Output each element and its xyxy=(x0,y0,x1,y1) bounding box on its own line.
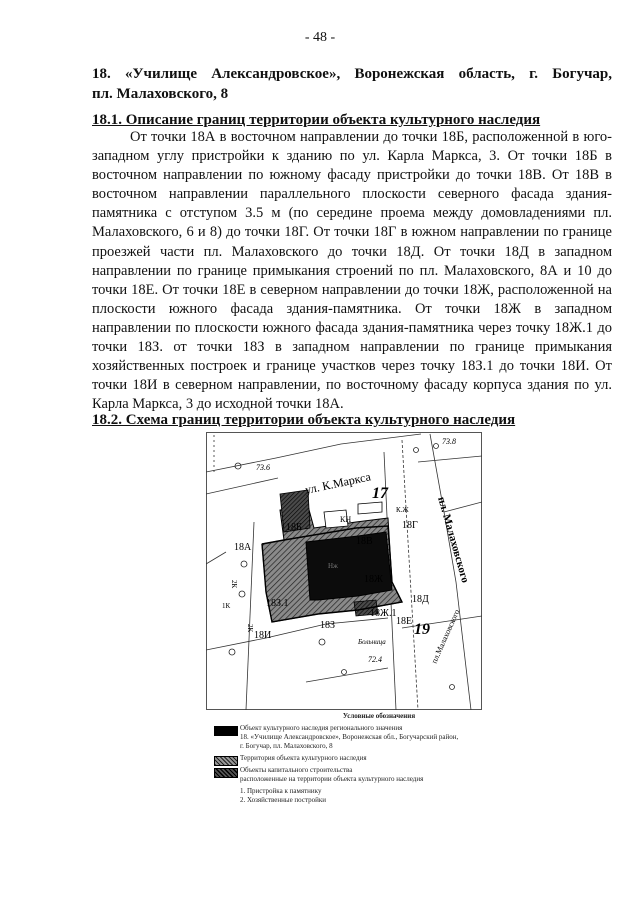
street-malakhovskogo-lower-label: пл.Малаховского xyxy=(429,608,462,665)
section-heading-line1: 18. «Училище Александровское», Воронежская область, г. Богучар, xyxy=(92,66,612,82)
point-18zh1: 18Ж.1 xyxy=(370,608,397,619)
heritage-object xyxy=(306,532,392,600)
street-k-marksa-label: ул. К.Маркса xyxy=(303,469,372,497)
legend-note2: 2. Хозяйственные постройки xyxy=(240,796,326,804)
page-number: - 48 - xyxy=(304,30,336,45)
legend-item-capital xyxy=(214,766,504,784)
point-18zh: 18Ж xyxy=(364,574,383,585)
description-text: От точки 18А в восточном направлении до точки 18Б, расположенной в юго-западном углу пристройки к зданию по ул. Карла Маркса, 3. От точки 18Б в восточном направлении по южному фасаду пристройки до точки 18В. От 18В в восточном направлении параллельного плоскости северного фасада здания-памятника с отступом 3.5 м (по середине проема между домовладениями пл. Малаховского, 6 и 8) до точки 18Г. От точки 18Г в южном направлении по границе проезжей части пл. Малаховского до точки 18Д. От точки 18Д в западном направлении по границе примыкания строений по пл. Малаховского, 8А и 10 до точки 18Е. От точки 18Е в северном направлении до точки 18Ж, расположенной на плоскости южного фасада здания-памятника. От точки 18Ж в западном направлении по плоскости южного фасада здания-памятника через точку 18Ж.1 до точки 18З. от точки 18З в западном направлении по границе примыкания хозяйственных построек и границе участков через точку 18З.1 до точки 18И. От точки 18И в северном направлении, по восточному фасаду корпуса здания по ул. Карла Маркса, 3 до исходной точки 18А. xyxy=(92,129,612,413)
label-2k-lower: 2К xyxy=(246,624,254,633)
map-legend xyxy=(214,712,504,805)
label-2k: 2К xyxy=(230,580,238,589)
point-18e: 18Е xyxy=(396,616,413,627)
legend-title: Условные обозначения xyxy=(342,712,416,720)
legend-item3-line2: расположенные на территории объекта культурного наследия xyxy=(240,775,424,783)
label-bolnitsa: Больница xyxy=(358,638,386,646)
point-18g: 18Г xyxy=(402,520,418,531)
street-malakhovskogo-label: пл. Малаховского xyxy=(435,495,472,585)
building-19-label: 19 xyxy=(414,621,430,638)
legend-item3-line1: Объекты капитального строительства xyxy=(240,766,353,774)
legend-swatch-object xyxy=(214,726,238,736)
section-heading xyxy=(92,64,612,104)
label-1k: 1К xyxy=(222,602,231,610)
point-18i: 18И xyxy=(254,630,272,641)
scheme-heading: 18.2. Схема границ территории объекта культурного наследия xyxy=(92,412,516,428)
legend-note1: 1. Пристройка к памятнику xyxy=(240,787,322,795)
legend-item1-line1: Объект культурного наследия регионального значения xyxy=(240,724,403,732)
elevation-top-right: 73.8 xyxy=(442,437,456,446)
section-heading-line2: пл. Малаховского, 8 xyxy=(92,86,229,102)
point-18z: 18З xyxy=(320,620,336,631)
kn-label: КН xyxy=(340,515,352,524)
label-kzh: К.Ж xyxy=(396,506,409,514)
legend-swatch-capital xyxy=(214,768,238,778)
legend-swatch-territory xyxy=(214,756,238,766)
legend-item-object xyxy=(214,724,504,751)
point-18b: 18Б xyxy=(286,522,302,533)
description-heading: 18.1. Описание границ территории объекта культурного наследия xyxy=(92,112,541,128)
legend-item2: Территория объекта культурного наследия xyxy=(240,754,367,762)
legend-item1-line3: г. Богучар, пл. Малаховского, 8 xyxy=(240,742,333,750)
legend-notes xyxy=(214,787,504,805)
legend-item1-line2: 18. «Училище Александровское», Воронежская обл., Богучарский район, xyxy=(240,733,459,741)
elevation-top-left: 73.6 xyxy=(256,463,270,472)
point-18z1: 18З.1 xyxy=(266,598,289,609)
point-18d: 18Д xyxy=(412,594,429,605)
label-nezh: Нж xyxy=(328,562,338,570)
elevation-bottom: 72.4 xyxy=(368,655,382,664)
legend-item-territory xyxy=(214,754,504,763)
point-18v: 18В xyxy=(356,536,373,547)
boundary-scheme-map xyxy=(206,432,482,710)
building-17-label: 17 xyxy=(372,485,388,502)
point-18a: 18А xyxy=(234,542,252,553)
